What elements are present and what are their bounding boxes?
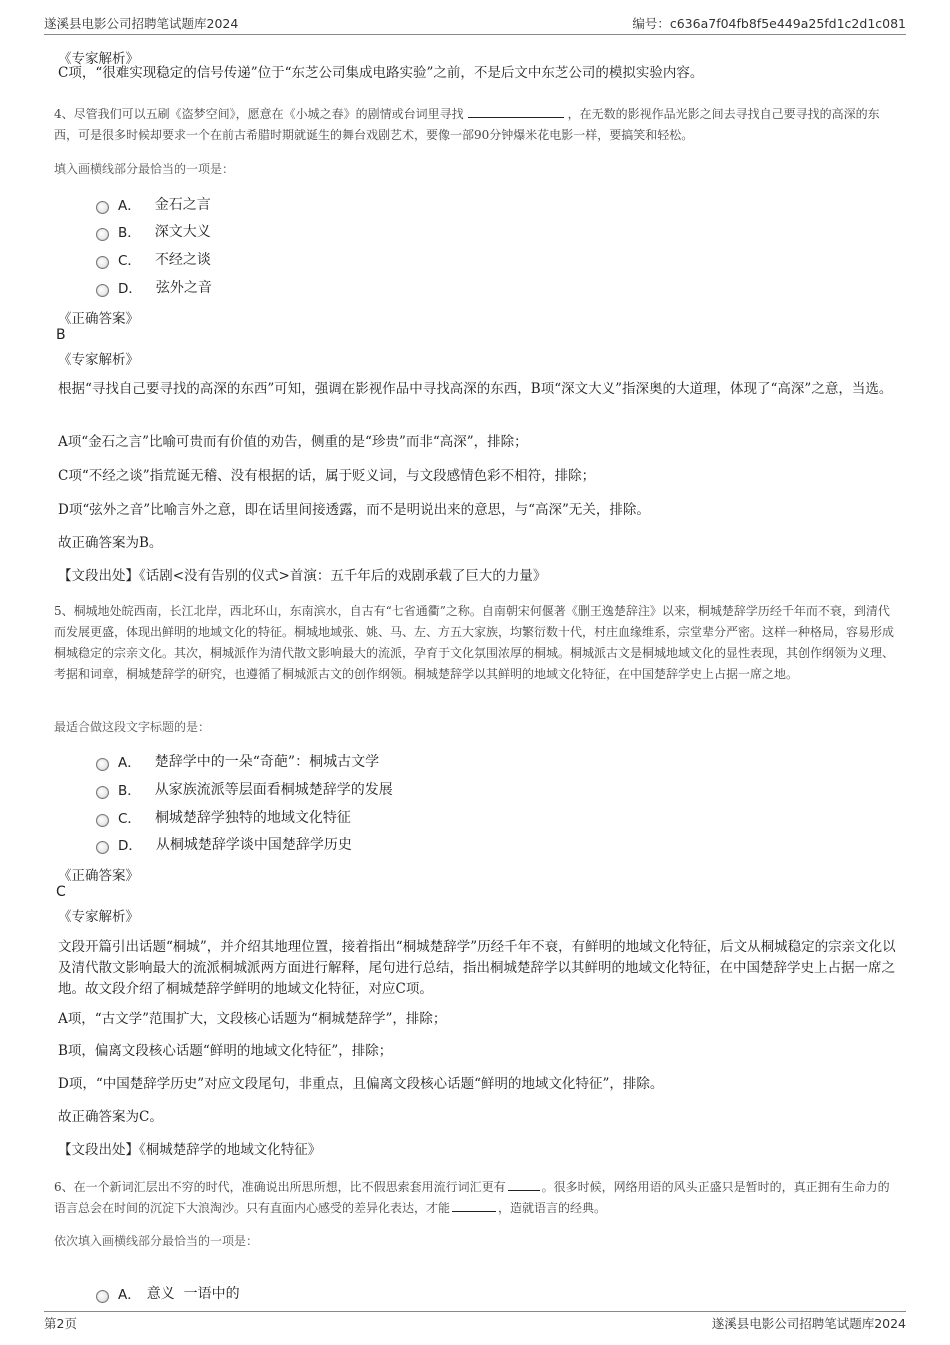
page-footer xyxy=(44,1314,906,1334)
question-4-blank xyxy=(468,106,564,118)
header-serial: 编号：c636a7f04fb8f5e449a25fd1c2d1c081 xyxy=(632,16,906,31)
expert-analysis-label: 《专家解析》 xyxy=(58,909,139,925)
question-5-option-c[interactable]: C． 桐城楚辞学独特的地域文化特征 xyxy=(96,806,351,828)
expert-analysis-label: 《专家解析》 xyxy=(58,352,139,368)
footer-title: 遂溪县电影公司招聘笔试题库2024 xyxy=(711,1316,906,1331)
radio-icon[interactable] xyxy=(96,758,109,771)
question-6-text xyxy=(54,1177,900,1219)
radio-icon[interactable] xyxy=(96,841,109,854)
header-title: 遂溪县电影公司招聘笔试题库2024 xyxy=(44,16,239,31)
source-title: 《桐城楚辞学的地域文化特征》 xyxy=(139,1142,322,1158)
question-5-analysis-2: A项，“古文学”范围扩大，文段核心话题为“桐城楚辞学”，排除； xyxy=(58,1011,447,1027)
question-4-stem: 填入画横线部分最恰当的一项是： xyxy=(54,162,235,176)
question-6-text-a: 6、在一个新词汇层出不穷的时代，准确说出所思所想，比不假思索套用流行词汇更有 xyxy=(54,1180,506,1194)
source-tag: 【文段出处】 xyxy=(58,1142,139,1158)
header-divider xyxy=(44,34,906,35)
question-4-answer: B xyxy=(56,327,66,343)
question-4-analysis-5: 故正确答案为B。 xyxy=(58,535,163,551)
question-5-source xyxy=(58,1140,898,1161)
radio-icon[interactable] xyxy=(96,786,109,799)
question-4-text xyxy=(54,104,900,146)
page-number: 第2页 xyxy=(44,1316,77,1331)
question-5-text: 5、桐城地处皖西南，长江北岸，西北环山，东南滨水，自古有“七省通衢”之称。自南朝宋何偃著《删王逸楚辞注》以来，桐城楚辞学历经千年而不衰，到清代而发展更盛，体现出鲜明的地域文化的特征。桐城地域张、姚、马、左、方五大家族，均繁衍数十代，村庄血缘维系，宗堂辈分严密。这样一种格局，容易形成桐城稳定的宗亲文化。其次，桐城派作为清代散文影响最大的流派，孕育于文化氛围浓厚的桐城。桐城派古文是桐城地域文化的显性表现，其创作纲领为义理、考据和词章，桐城楚辞学的研究，也遵循了桐城派古文的创作纲领。桐城楚辞学以其鲜明的地域文化特征，在中国楚辞学史上占据一席之地。 xyxy=(54,604,895,681)
question-6-stem: 依次填入画横线部分最恰当的一项是： xyxy=(54,1234,259,1248)
source-title: 《话剧<没有告别的仪式>首演：五千年后的戏剧承载了巨大的力量》 xyxy=(139,568,547,584)
question-5-answer: C xyxy=(56,884,66,900)
question-5-analysis-4: D项，“中国楚辞学历史”对应文段尾句，非重点，且偏离文段核心话题“鲜明的地域文化特征”，排除。 xyxy=(58,1076,664,1092)
radio-icon[interactable] xyxy=(96,814,109,827)
radio-icon[interactable] xyxy=(96,1290,109,1303)
question-4-option-a[interactable]: A． 金石之言 xyxy=(96,193,211,215)
question-4-analysis-4: D项“弦外之音”比喻言外之意，即在话里间接透露，而不是明说出来的意思，与“高深”无关，排除。 xyxy=(58,502,650,518)
radio-icon[interactable] xyxy=(96,256,109,269)
question-6-text-c: ，造就语言的经典。 xyxy=(498,1201,607,1215)
expert-analysis-label: 《专家解析》 xyxy=(58,51,139,67)
question-4-option-b[interactable]: B． 深文大义 xyxy=(96,220,211,242)
question-5-analysis-1: 文段开篇引出话题“桐城”，并介绍其地理位置，接着指出“桐城楚辞学”历经千年不衰，有鲜明的地域文化特征，后文从桐城稳定的宗亲文化以及清代散文影响最大的流派桐城派两方面进行解释，尾句进行总结，指出桐城楚辞学以其鲜明的地域文化特征，在中国楚辞学史上占据一席之地。故文段介绍了桐城楚辞学鲜明的地域文化特征，对应C项。 xyxy=(58,939,896,997)
question-4-analysis-1: 根据“寻找自己要寻找的高深的东西”可知，强调在影视作品中寻找高深的东西，B项“深文大义”指深奥的大道理，体现了“高深”之意，当选。 xyxy=(58,381,893,397)
page-header xyxy=(44,14,906,34)
correct-answer-label: 《正确答案》 xyxy=(58,311,139,327)
radio-icon[interactable] xyxy=(96,228,109,241)
question-6-text-b: 。很多时候，网络用语的风头正盛只是暂时的，真正拥有生命力的语言总会在时间的沉淀下大浪淘沙。只有直面内心感受的差异化表达，才能 xyxy=(54,1180,890,1215)
question-6-option-a[interactable]: A． 意义 一语中的 xyxy=(96,1282,240,1304)
question-5-option-a[interactable]: A． 楚辞学中的一朵“奇葩”：桐城古文学 xyxy=(96,750,379,772)
radio-icon[interactable] xyxy=(96,284,109,297)
question-6-blank-2 xyxy=(452,1200,496,1212)
question-5-option-b[interactable]: B． 从家族流派等层面看桐城楚辞学的发展 xyxy=(96,778,393,800)
question-4-option-d[interactable]: D． 弦外之音 xyxy=(96,276,212,298)
question-4-analysis-2: A项“金石之言”比喻可贵而有价值的劝告，侧重的是“珍贵”而非“高深”，排除； xyxy=(58,434,528,450)
question-4-analysis-3: C项“不经之谈”指荒诞无稽、没有根据的话，属于贬义词，与文段感情色彩不相符，排除； xyxy=(58,468,596,484)
prev-analysis-text: C项，“很难实现稳定的信号传递”位于“东芝公司集成电路实验”之前，不是后文中东芝公司的模拟实验内容。 xyxy=(58,65,704,81)
question-4-text-a: 4、尽管我们可以五刷《盗梦空间》，愿意在《小城之春》的剧情或台词里寻找 xyxy=(54,107,464,121)
question-4-source xyxy=(58,566,898,587)
question-6-blank-1 xyxy=(508,1179,540,1191)
source-tag: 【文段出处】 xyxy=(58,568,139,584)
correct-answer-label: 《正确答案》 xyxy=(58,868,139,884)
question-5-stem: 最适合做这段文字标题的是： xyxy=(54,720,211,734)
question-5-option-d[interactable]: D． 从桐城楚辞学谈中国楚辞学历史 xyxy=(96,833,352,855)
question-4-option-c[interactable]: C． 不经之谈 xyxy=(96,248,211,270)
question-5-analysis-5: 故正确答案为C。 xyxy=(58,1109,163,1125)
question-4-text-b: ，在无数的影视作品光影之间去寻找自己要寻找的高深的东西，可是很多时候却要求一个在前古希腊时期就诞生的舞台戏剧艺术，要像一部90分钟爆米花电影一样，要搞笑和轻松。 xyxy=(54,107,880,142)
radio-icon[interactable] xyxy=(96,201,109,214)
footer-divider xyxy=(44,1311,906,1312)
question-5-analysis-3: B项，偏离文段核心话题“鲜明的地域文化特征”，排除； xyxy=(58,1043,393,1059)
